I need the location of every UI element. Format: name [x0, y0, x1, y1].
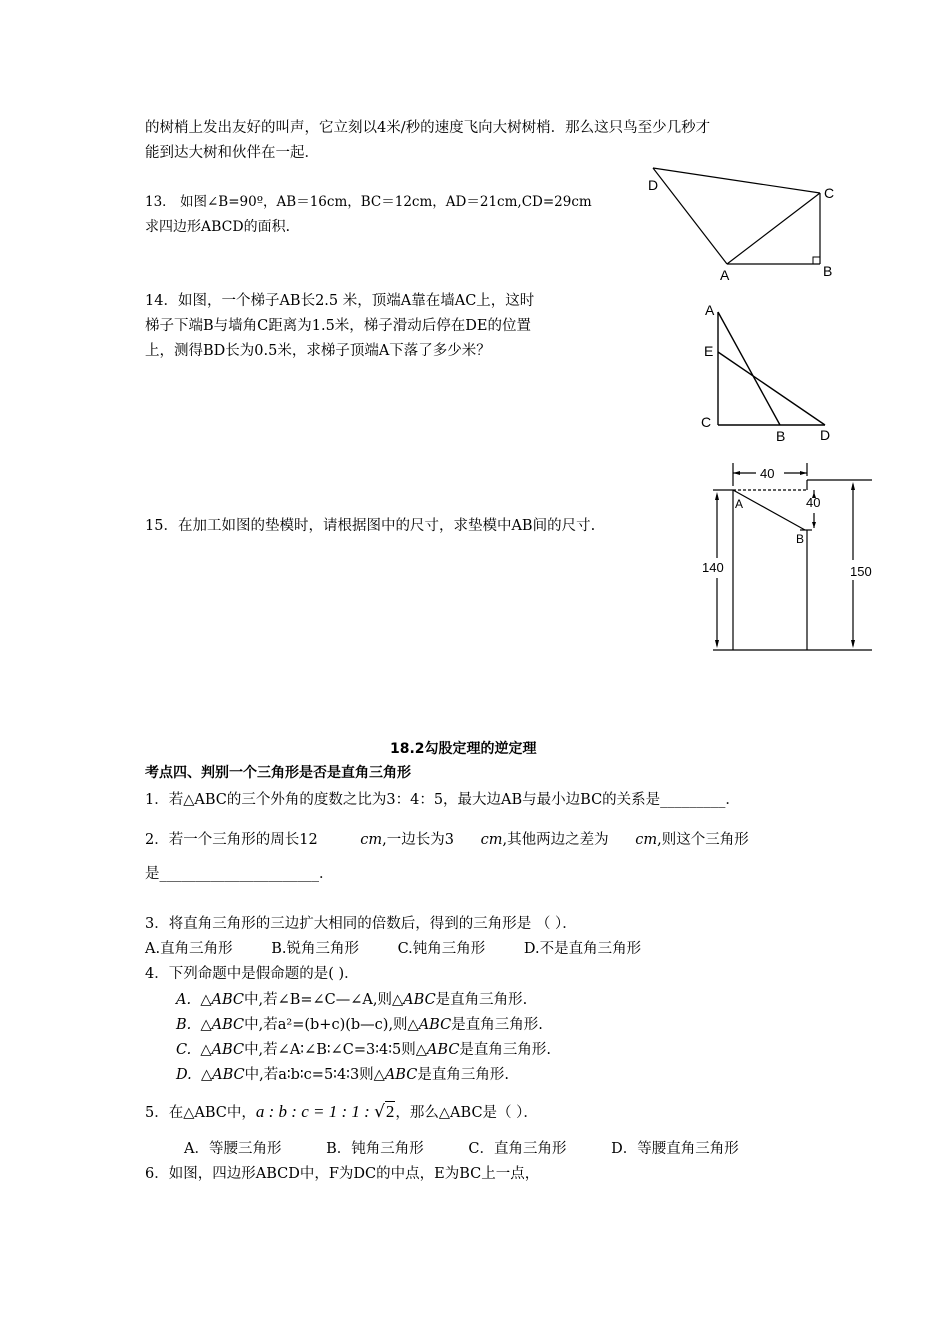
p2-b: ,一边长为3 — [382, 832, 455, 848]
q14-label-D: D — [820, 427, 831, 443]
q15-figure — [700, 460, 880, 660]
q14-label-A: A — [705, 302, 715, 318]
q15-dim-top: 40 — [760, 466, 775, 481]
p5-option-c: C．直角三角形 — [468, 1141, 567, 1157]
q14-line-1: 14．如图，一个梯子AB长2.5 米，顶端A靠在墙AC上，这时 — [145, 293, 535, 309]
p5-option-a: A．等腰三角形 — [184, 1141, 282, 1157]
section-title: 18.2勾股定理的逆定理 — [390, 741, 537, 757]
top-line-2: 能到达大树和伙伴在一起． — [145, 145, 319, 161]
q13-figure — [640, 160, 840, 285]
problem-2-line-1 — [145, 830, 749, 850]
p5-option-d: D．等腰直角三角形 — [611, 1141, 739, 1157]
q15-segment-AB — [733, 490, 805, 530]
p5-pre: 5． — [145, 1105, 169, 1121]
p5-b: ，那么△ABC是（ ）． — [395, 1105, 538, 1121]
q13-right-angle-mark — [813, 257, 820, 264]
q14-ladder-AB — [718, 312, 780, 425]
p3-option-b: B.锐角三角形 — [271, 941, 359, 957]
problem-5-options — [184, 1139, 739, 1159]
p4-option-d: D. △ABC中,若a∶b∶c=5∶4∶3则△ABC是直角三角形. — [176, 1067, 509, 1083]
q14-label-E: E — [704, 343, 714, 359]
p4-option-a: A. △ABC中,若∠B=∠C—∠A,则△ABC是直角三角形. — [176, 992, 528, 1008]
problem-3-options — [145, 939, 641, 959]
q13-diagonal-AC — [727, 193, 820, 264]
q13-line-2: 求四边形ABCD的面积． — [145, 219, 300, 235]
q13-line-1: 13． 如图∠B=90º，AB＝16cm，BC＝12cm，AD＝21cm,CD=29cm — [145, 194, 592, 210]
q14-label-C: C — [701, 414, 712, 430]
q15-label-B: B — [796, 532, 805, 546]
q14-figure — [695, 295, 845, 445]
section-subtitle: 考点四、判别一个三角形是否是直角三角形 — [145, 765, 411, 781]
q14-ladder-ED — [718, 352, 825, 425]
q15-text: 15．在加工如图的垫模时，请根据图中的尺寸，求垫模中AB间的尺寸. — [145, 518, 596, 534]
problem-4-stem: 4．下列命题中是假命题的是( )． — [145, 966, 359, 982]
q15-dim-right-small: 40 — [806, 495, 821, 510]
problem-6: 6．如图，四边形ABCD中，F为DC的中点，E为BC上一点， — [145, 1166, 540, 1182]
problem-2-line-2: 是______________________． — [145, 866, 334, 882]
q15-label-A: A — [735, 497, 744, 511]
p4-option-c: C. △ABC中,若∠A∶∠B∶∠C=3∶4∶5则△ABC是直角三角形. — [176, 1042, 552, 1058]
problem-3-stem: 3．将直角三角形的三边扩大相同的倍数后，得到的三角形是 （ ）． — [145, 916, 577, 932]
p3-option-c: C.钝角三角形 — [397, 941, 486, 957]
q13-label-C: C — [824, 185, 835, 201]
top-line-1: 的树梢上发出友好的叫声，它立刻以4米/秒的速度飞向大树树梢．那么这只鸟至少几秒才 — [145, 120, 711, 136]
p5-ratio: a : b : c = 1 : 1 : — [255, 1102, 375, 1121]
p5-root: 2 — [385, 1102, 395, 1121]
q14-line-2: 梯子下端B与墙角C距离为1.5米，梯子滑动后停在DE的位置 — [145, 318, 532, 334]
q13-edge-DC — [653, 168, 820, 193]
q15-dim-left: 140 — [702, 560, 724, 575]
problem-1: 1．若△ABC的三个外角的度数之比为3：4：5，最大边AB与最小边BC的关系是_________． — [145, 792, 740, 808]
p5-a: 在△ABC中， — [168, 1105, 256, 1121]
problem-5-stem — [145, 1102, 538, 1123]
p2-unit-3: cm — [635, 832, 658, 848]
p2-unit-2: cm — [480, 832, 503, 848]
q15-dim-right: 150 — [850, 564, 872, 579]
p2-d: ,则这个三角形 — [657, 832, 749, 848]
p2-unit-1: cm — [360, 832, 383, 848]
q14-line-3: 上，测得BD长为0.5米，求梯子顶端A下落了多少米？ — [145, 343, 491, 359]
q14-label-B: B — [776, 428, 786, 444]
q13-label-D: D — [648, 177, 659, 193]
p2-a: 2．若一个三角形的周长12 — [145, 832, 318, 848]
q13-label-A: A — [720, 267, 730, 283]
p2-c: ,其他两边之差为 — [502, 832, 609, 848]
p4-option-b: B. △ABC中,若a²=(b+c)(b—c),则△ABC是直角三角形. — [176, 1017, 543, 1033]
q13-edge-DA — [653, 168, 727, 264]
q13-label-B: B — [823, 263, 833, 279]
p5-option-b: B．钝角三角形 — [326, 1141, 424, 1157]
p5-sqrt-icon: √ — [374, 1102, 385, 1122]
p3-option-d: D.不是直角三角形 — [523, 941, 642, 957]
p3-option-a: A.直角三角形 — [145, 941, 233, 957]
